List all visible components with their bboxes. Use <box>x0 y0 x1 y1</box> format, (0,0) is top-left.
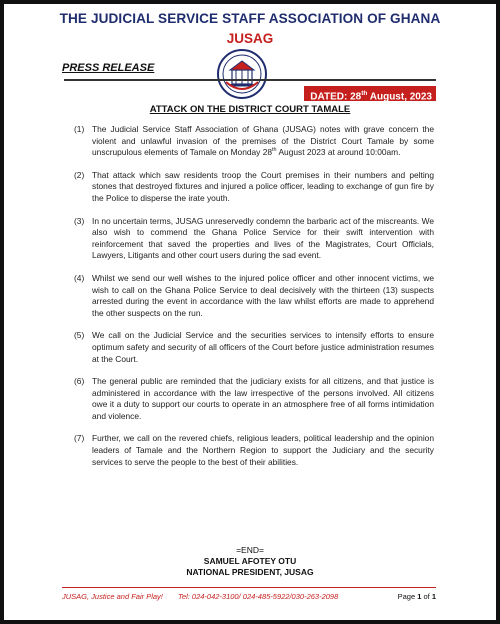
date-prefix: DATED: 28 <box>310 91 362 103</box>
paragraph-text: Further, we call on the revered chiefs, religious leaders, political leadership and the opinion leaders of Tamale and the Northern Region to support the Judiciary and the security services to serve the people to the best of their abilities. <box>92 433 434 467</box>
acronym-title: JUSAG <box>226 31 274 46</box>
paragraph-number: (1) <box>74 124 85 134</box>
end-mark: =END= <box>236 545 264 555</box>
footer <box>62 591 436 603</box>
date-suffix-ordinal: th <box>361 90 368 97</box>
paragraph-number: (3) <box>74 215 85 226</box>
header-divider <box>64 79 436 81</box>
paragraph-number: (5) <box>74 330 85 341</box>
paragraph <box>74 273 434 319</box>
jusag-seal-icon <box>216 48 268 100</box>
paragraph-text: We call on the Judicial Service and the securities services to intensify efforts to ensure optimum safety and security of all officers of the Court before justice administration resumes at the Court. <box>92 330 434 364</box>
footer-phones: Tel: 024-042-3100/ 024-485-5922/030-263-2098 <box>178 592 339 601</box>
paragraph-number: (6) <box>74 376 85 387</box>
date-rest: August, 2023 <box>367 91 432 103</box>
paragraph-text-tail: August 2023 at around 10:00am. <box>276 147 401 158</box>
page-current: 1 <box>417 592 422 601</box>
footer-motto: JUSAG, Justice and Fair Play! <box>62 592 163 601</box>
paragraph-number: (4) <box>74 272 85 283</box>
paragraph-text: Whilst we send our well wishes to the injured police officer and other innocent victims, we wish to call on the Ghana Police Service to deal decisively with the thirteen (13) suspects arrested during the event in accordance with the law whilst efforts are made to apprehend the other suspects on the run. <box>92 272 434 318</box>
paragraph <box>74 170 434 205</box>
paragraph-text <box>92 124 434 159</box>
organization-title: THE JUDICIAL SERVICE STAFF ASSOCIATION OF GHANA <box>59 11 441 26</box>
paragraph-text-main: The Judicial Service Staff Association of Ghana (JUSAG) notes with grave concern the violent and unlawful invasion of the premises of the District Court Tamale by some unscrupulous elements of Tamale on Monday 28 <box>92 124 434 158</box>
paragraph-text: That attack which saw residents troop the Court premises in their numbers and pelting stones that destroyed fixtures and injured a police officer, leading to exchange of gun fire by the Police to disperse the irate youth. <box>92 169 434 203</box>
press-release-page <box>4 4 496 620</box>
footer-divider <box>62 587 436 588</box>
paragraph-text: In no uncertain terms, JUSAG unreservedly condemn the barbaric act of the miscreants. We also wish to commend the Ghana Police Service for their swift intervention with reinforcement that saved the properties and lives of the Magistrates, Court Officials, Lawyers, Litigants and other court users during the sad event. <box>92 215 434 261</box>
paragraph-number: (7) <box>74 433 85 444</box>
signatory-name: SAMUEL AFOTEY OTU <box>203 556 297 566</box>
paragraph-text-ordinal: th <box>272 147 277 154</box>
page-middle: of <box>421 592 432 601</box>
signatory-title: NATIONAL PRESIDENT, JUSAG <box>186 567 314 577</box>
paragraph-list <box>74 124 434 468</box>
paragraph-number: (2) <box>74 169 85 180</box>
document-heading: ATTACK ON THE DISTRICT COURT TAMALE <box>149 104 351 115</box>
paragraph <box>74 216 434 262</box>
paragraph <box>74 124 434 159</box>
date-banner <box>304 86 436 101</box>
page-total: 1 <box>431 592 436 601</box>
paragraph-text: The general public are reminded that the judiciary exists for all citizens, and that justice is administered in accordance with the law irrespective of the persons involved. All citizens owe it a duty to support our courts to operate in an atmosphere free of all forms intimidation and violence. <box>92 376 434 421</box>
page-prefix: Page <box>397 592 418 601</box>
press-release-label: PRESS RELEASE <box>62 62 155 74</box>
page-number <box>398 591 436 603</box>
paragraph <box>74 376 434 422</box>
paragraph <box>74 433 434 468</box>
signature-block <box>4 545 496 578</box>
paragraph <box>74 330 434 365</box>
